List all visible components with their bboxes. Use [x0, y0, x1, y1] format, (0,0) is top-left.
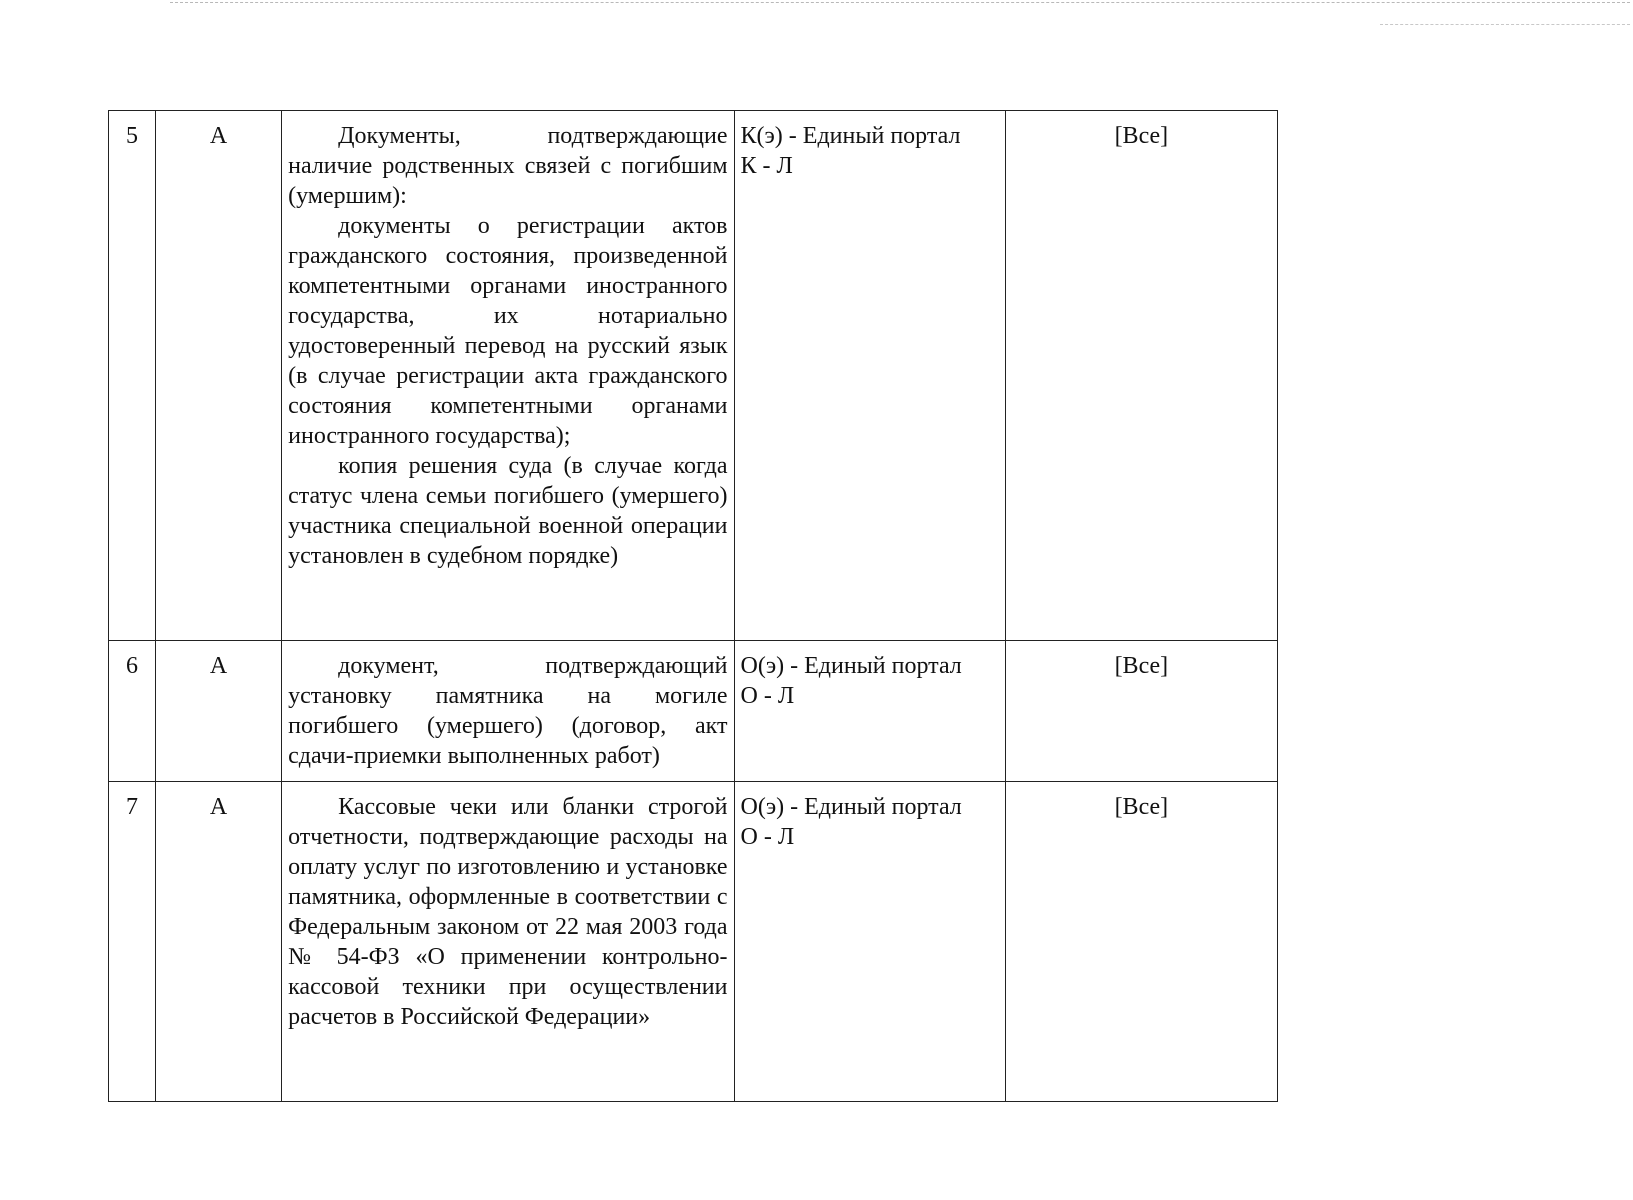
form-line: О(э) - Единый портал: [740, 653, 962, 679]
description-paragraph: документы о регистрации актов гражданского состояния, произведенной компетентными органами иностранного государства, их нотариально удостоверенный перевод на русский язык (в случае регистрации акта гражданского состояния компетентными органами иностранного государства);: [288, 213, 728, 449]
description-paragraph: Документы, подтверждающие наличие родственных связей с погибшим (умершим):: [288, 123, 728, 209]
row-applicants: [Все]: [1005, 111, 1277, 641]
form-line: К - Л: [740, 153, 793, 179]
row-number: 5: [109, 111, 156, 641]
form-line: К(э) - Единый портал: [740, 123, 961, 149]
form-line: О - Л: [740, 683, 795, 709]
table-row: [109, 111, 1278, 641]
description-paragraph: Кассовые чеки или бланки строгой отчетности, подтверждающие расходы на оплату услуг по изготовлению и установке памятника, оформленные в соответствии с Федеральным законом от 22 мая 2003 года № 54-ФЗ «О применении контрольно-кассовой техники при осуществлении расчетов в Российской Федерации»: [288, 794, 728, 1030]
description-paragraph: копия решения суда (в случае когда статус члена семьи погибшего (умершего) участника специальной военной операции установлен в судебном порядке): [288, 453, 728, 569]
row-form: [734, 782, 1005, 1102]
description-paragraph: документ, подтверждающий установку памятника на могиле погибшего (умершего) (договор, акт сдачи-приемки выполненных работ): [288, 653, 728, 769]
row-type: А: [156, 641, 282, 782]
row-number: 6: [109, 641, 156, 782]
documents-table: [108, 110, 1278, 1102]
row-type: А: [156, 111, 282, 641]
row-applicants: [Все]: [1005, 641, 1277, 782]
row-type: А: [156, 782, 282, 1102]
row-description: [282, 782, 734, 1102]
row-form: [734, 641, 1005, 782]
form-line: О(э) - Единый портал: [740, 794, 962, 820]
row-applicants: [Все]: [1005, 782, 1277, 1102]
form-line: О - Л: [740, 824, 795, 850]
scan-artifact-line: [170, 2, 1630, 3]
row-description: [282, 111, 734, 641]
row-number: 7: [109, 782, 156, 1102]
scan-artifact-line: [1380, 24, 1630, 25]
row-form: [734, 111, 1005, 641]
row-description: [282, 641, 734, 782]
table-row: [109, 641, 1278, 782]
table-row: [109, 782, 1278, 1102]
